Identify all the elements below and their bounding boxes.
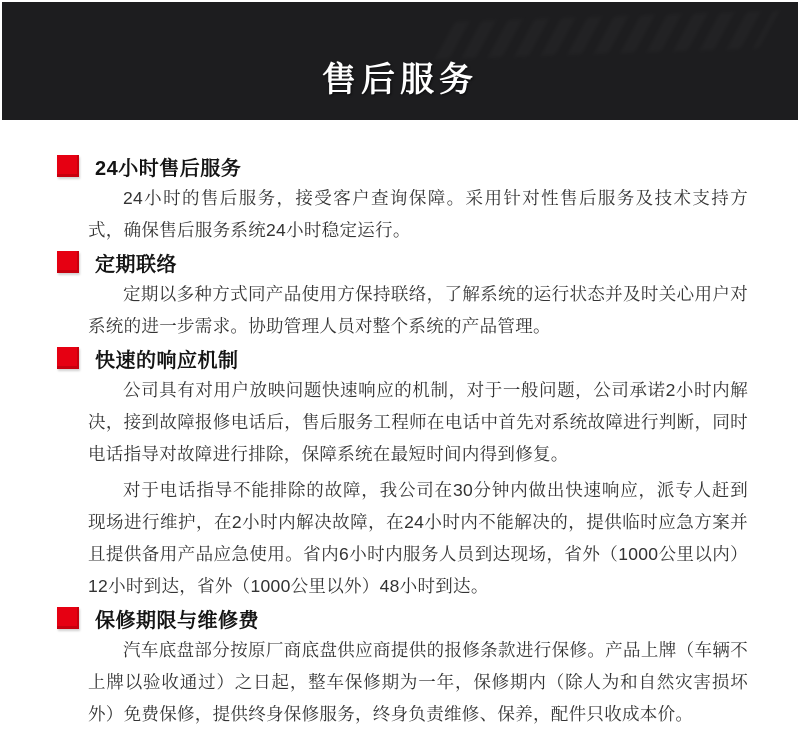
section-paragraph: 汽车底盘部分按原厂商底盘供应商提供的报修条款进行保修。产品上牌（车辆不上牌以验收通过）之日起，整车保修期为一年，保修期内（除人为和自然灾害损坏外）免费保修，提供终身保修服务，终身负责维修、保养，配件只收成本价。	[88, 640, 748, 724]
section-title: 24小时售后服务	[95, 157, 242, 180]
red-square-bullet-icon	[57, 251, 79, 273]
section-heading-row	[57, 606, 748, 630]
red-square-bullet-icon	[57, 607, 79, 629]
page-title: 售后服务	[322, 61, 478, 99]
section-paragraph: 24小时的售后服务，接受客户查询保障。采用针对性售后服务及技术支持方式，确保售后服务系统24小时稳定运行。	[88, 188, 748, 240]
section-warranty	[88, 606, 748, 730]
section-heading-row	[57, 250, 748, 274]
section-paragraph: 定期以多种方式同产品使用方保持联络，了解系统的运行状态并及时关心用户对系统的进一步需求。协助管理人员对整个系统的产品管理。	[88, 284, 748, 336]
content-area	[0, 120, 800, 730]
section-paragraph: 公司具有对用户放映问题快速响应的机制，对于一般问题，公司承诺2小时内解决，接到故障报修电话后，售后服务工程师在电话中首先对系统故障进行判断，同时电话指导对故障进行排除，保障系统在最短时间内得到修复。	[88, 380, 748, 464]
section-heading-row	[57, 346, 748, 370]
section-fast-response	[88, 346, 748, 602]
section-paragraph: 对于电话指导不能排除的故障，我公司在30分钟内做出快速响应，派专人赶到现场进行维护，在2小时内解决故障，在24小时内不能解决的，提供临时应急方案并且提供备用产品应急使用。省内6小时内服务人员到达现场，省外（1000公里以内）12小时到达，省外（1000公里以外）48小时到达。	[88, 480, 748, 596]
section-title: 保修期限与维修费	[95, 609, 259, 632]
section-heading-row	[57, 154, 748, 178]
red-square-bullet-icon	[57, 155, 79, 177]
section-title: 定期联络	[95, 253, 177, 276]
section-title: 快速的响应机制	[95, 349, 239, 372]
red-square-bullet-icon	[57, 347, 79, 369]
section-24h-service	[88, 154, 748, 246]
page-header	[2, 2, 798, 120]
section-regular-contact	[88, 250, 748, 342]
